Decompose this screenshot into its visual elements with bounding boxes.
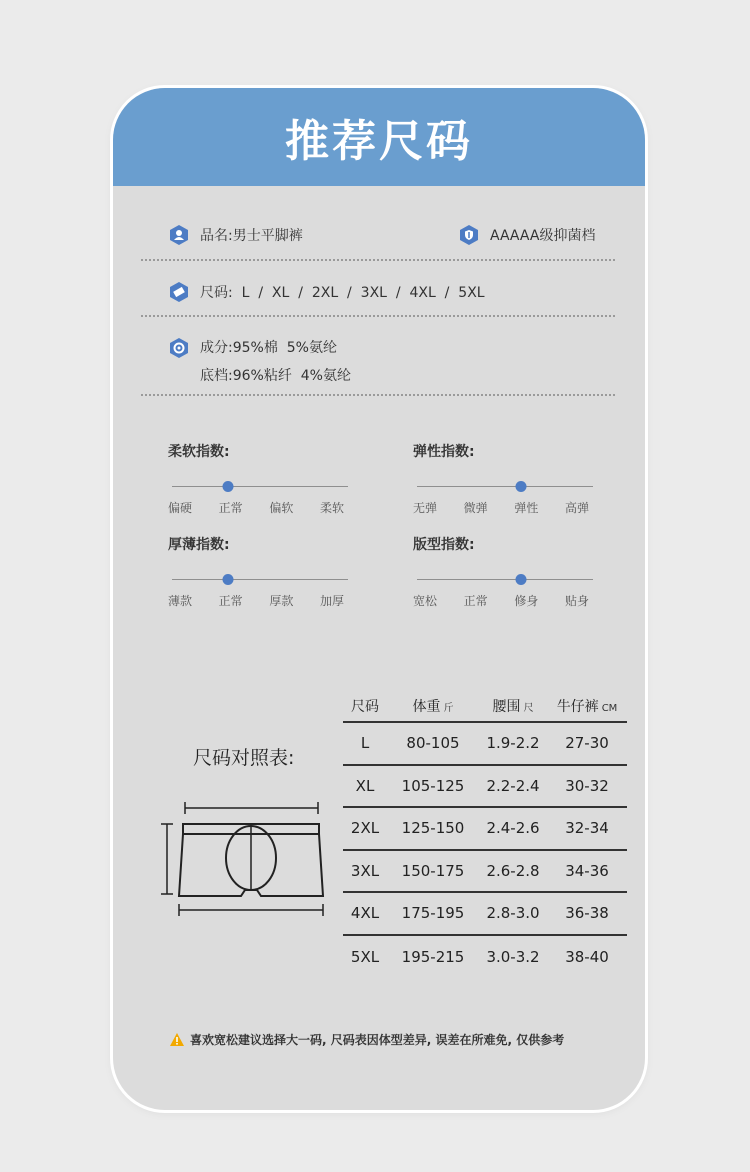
divider <box>141 315 615 317</box>
composition-row <box>168 337 351 385</box>
header-waist-unit: 尺 <box>523 703 534 714</box>
footnote-text: 喜欢宽松建议选择大一码, 尺码表因体型差异, 误差在所难免, 仅供参考 <box>190 1033 565 1047</box>
header-weight: 体重 <box>412 699 441 715</box>
index-dot <box>516 481 527 492</box>
table-row <box>343 936 627 979</box>
cell-size: 4XL <box>350 904 380 923</box>
table-row <box>343 766 627 809</box>
header-size: 尺码 <box>351 699 379 715</box>
index-label: 加厚 <box>319 594 344 608</box>
cell-weight: 195-215 <box>401 947 465 966</box>
table-row <box>343 851 627 894</box>
table-row <box>343 893 627 936</box>
cell-jeans: 27-30 <box>565 734 609 753</box>
index-label: 贴身 <box>564 594 589 608</box>
header-jeans: 牛仔裤 <box>556 699 599 715</box>
index-slider <box>168 572 348 586</box>
cell-size: 3XL <box>350 861 380 880</box>
cell-weight: 150-175 <box>401 861 465 880</box>
cell-size: 2XL <box>350 819 380 838</box>
index-title: 柔软指数: <box>168 444 230 460</box>
index-label: 厚款 <box>269 594 294 608</box>
cell-waist: 1.9-2.2 <box>486 734 540 753</box>
elasticity-index <box>413 441 593 516</box>
thickness-index <box>168 534 348 609</box>
cell-jeans: 38-40 <box>565 947 609 966</box>
sizes-row <box>168 281 485 303</box>
cell-waist: 2.2-2.4 <box>486 776 540 795</box>
cell-jeans: 30-32 <box>565 776 609 795</box>
divider <box>141 394 615 396</box>
sizes-list: 尺码: L / XL / 2XL / 3XL / 4XL / 5XL <box>200 285 485 301</box>
page-title: 推荐尺码 <box>285 116 473 167</box>
cell-weight: 105-125 <box>401 776 465 795</box>
table-row <box>343 723 627 766</box>
cell-size: L <box>360 734 370 753</box>
index-dot <box>516 574 527 585</box>
divider <box>141 259 615 261</box>
table-row <box>343 808 627 851</box>
index-label: 高弹 <box>564 501 589 515</box>
cell-weight: 175-195 <box>401 904 465 923</box>
size-recommendation-card <box>113 88 645 1110</box>
index-label: 微弹 <box>463 501 488 515</box>
index-label: 薄款 <box>168 594 193 608</box>
cell-weight: 80-105 <box>406 734 460 753</box>
card-header <box>113 88 645 186</box>
size-chart-table <box>343 691 627 978</box>
index-title: 弹性指数: <box>413 444 475 460</box>
index-label: 弹性 <box>514 501 539 515</box>
softness-index <box>168 441 348 516</box>
shield-hexagon-icon <box>458 224 480 246</box>
composition-main: 成分:95%棉 5%氨纶 <box>200 340 337 356</box>
product-name: 品名:男士平脚裤 <box>200 228 303 244</box>
footnote <box>170 1031 564 1048</box>
cell-waist: 2.8-3.0 <box>486 904 540 923</box>
grade-label: AAAAA级抑菌档 <box>490 228 596 244</box>
index-slider <box>413 572 593 586</box>
index-label: 柔软 <box>319 501 344 515</box>
cell-weight: 125-150 <box>401 819 465 838</box>
fit-index <box>413 534 593 609</box>
header-weight-unit: 斤 <box>443 703 454 714</box>
cell-size: 5XL <box>350 947 380 966</box>
index-slider <box>413 479 593 493</box>
index-title: 版型指数: <box>413 537 475 553</box>
header-jeans-unit: CM <box>601 703 618 714</box>
fabric-hexagon-icon <box>168 337 190 359</box>
index-label: 偏硬 <box>168 501 193 515</box>
grade-row <box>458 224 595 246</box>
cell-waist: 2.4-2.6 <box>486 819 540 838</box>
cell-jeans: 36-38 <box>565 904 609 923</box>
size-chart-caption: 尺码对照表: <box>193 747 295 769</box>
index-label: 正常 <box>218 594 243 608</box>
cell-size: XL <box>355 776 375 795</box>
table-header <box>343 691 627 723</box>
briefs-measurement-diagram <box>153 798 333 932</box>
index-dot <box>223 481 234 492</box>
header-waist: 腰围 <box>492 699 521 715</box>
index-label: 无弹 <box>413 501 438 515</box>
cell-jeans: 32-34 <box>565 819 609 838</box>
index-label: 正常 <box>218 501 243 515</box>
index-label: 修身 <box>514 594 539 608</box>
cell-waist: 2.6-2.8 <box>486 861 540 880</box>
composition-crotch: 底档:96%粘纤 4%氨纶 <box>200 368 351 384</box>
index-dot <box>223 574 234 585</box>
index-label: 正常 <box>463 594 488 608</box>
index-label: 宽松 <box>413 594 438 608</box>
cell-jeans: 34-36 <box>565 861 609 880</box>
user-hexagon-icon <box>168 224 190 246</box>
warning-icon <box>170 1033 184 1046</box>
product-name-row <box>168 224 303 246</box>
index-slider <box>168 479 348 493</box>
cell-waist: 3.0-3.2 <box>486 947 540 966</box>
index-label: 偏软 <box>269 501 294 515</box>
tag-hexagon-icon <box>168 281 190 303</box>
index-title: 厚薄指数: <box>168 537 230 553</box>
